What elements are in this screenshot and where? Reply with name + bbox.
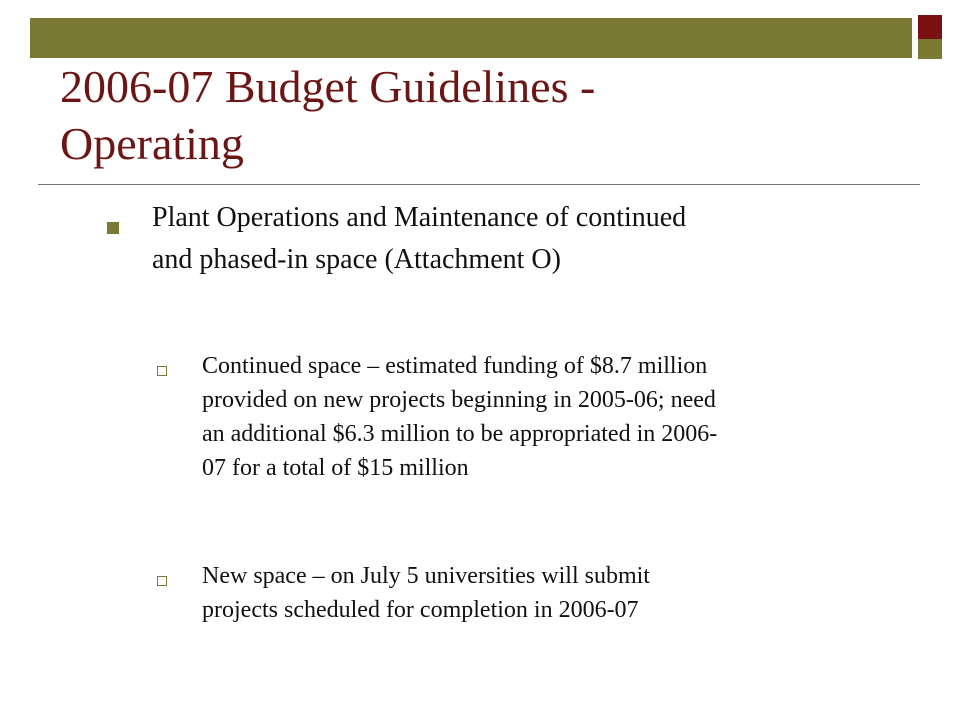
- sub-bullet-line: provided on new projects beginning in 2005-06; need: [202, 387, 716, 413]
- sub-bullet-text: [202, 559, 902, 627]
- header-bar: [30, 18, 912, 58]
- sub-bullet-line: 07 for a total of $15 million: [202, 455, 469, 481]
- sub-bullet-line: projects scheduled for completion in 2006-07: [202, 597, 639, 623]
- header-accent-olive: [918, 39, 942, 59]
- title-divider: [38, 184, 920, 185]
- sub-bullet-line: Continued space – estimated funding of $8.7 million: [202, 353, 708, 379]
- header-accent-red: [918, 15, 942, 39]
- slide-title-line-1: 2006-07 Budget Guidelines -: [60, 61, 596, 112]
- slide-title: [60, 58, 910, 172]
- sub-bullet-line: New space – on July 5 universities will submit: [202, 563, 650, 589]
- sub-bullet-line: an additional $6.3 million to be appropriated in 2006-: [202, 421, 718, 447]
- bullet-line-2: and phased-in space (Attachment O): [152, 244, 561, 275]
- slide-title-line-2: Operating: [60, 118, 244, 169]
- bullet-line-1: Plant Operations and Maintenance of continued: [152, 202, 687, 233]
- hollow-square-icon: [157, 366, 167, 376]
- hollow-square-icon: [157, 576, 167, 586]
- sub-bullet-text: [202, 349, 902, 485]
- bullet-text: [152, 197, 907, 281]
- filled-square-icon: [107, 222, 119, 234]
